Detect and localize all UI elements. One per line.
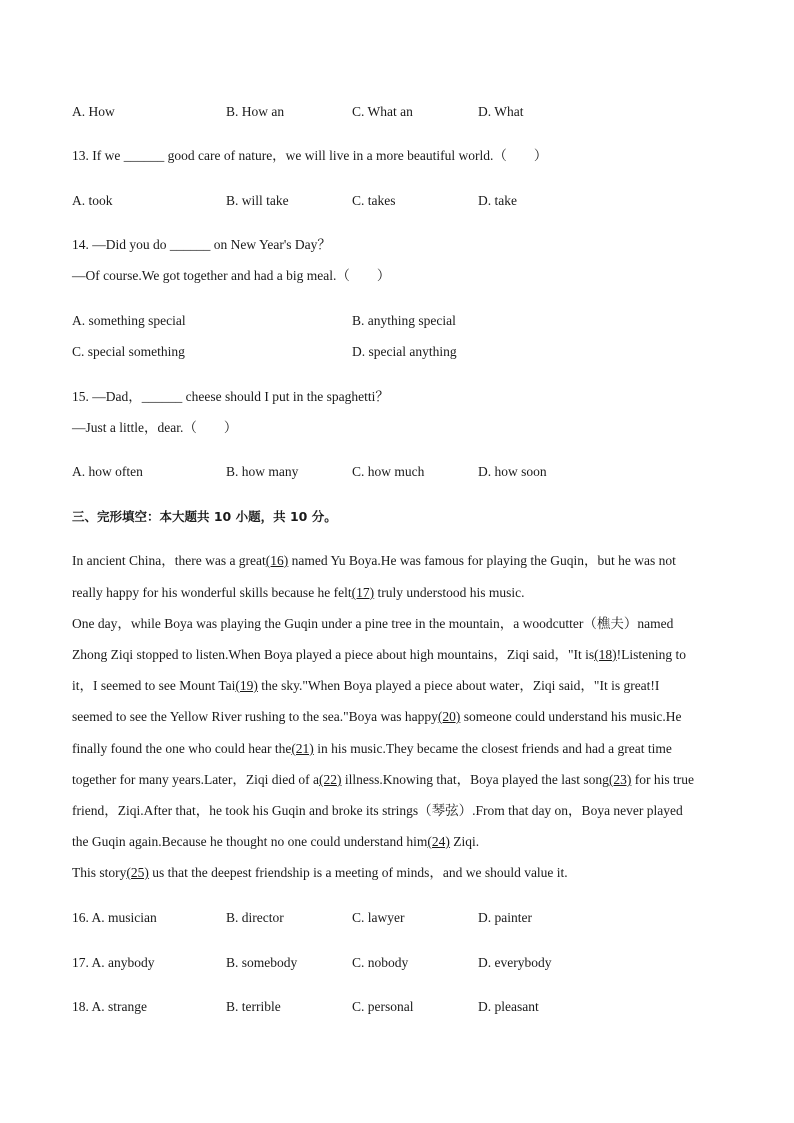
q18-option-a: 18. A. strange — [72, 999, 147, 1014]
passage-line — [72, 740, 722, 758]
q14-option-c: C. special something — [72, 344, 185, 359]
passage-text: for his true — [631, 772, 694, 787]
passage-text: This story — [72, 865, 127, 880]
passage-text: us that the deepest friendship is a meeting of minds，and we should value it. — [148, 865, 568, 880]
blank-25: (25) — [126, 865, 149, 880]
blank-24: (24) — [427, 834, 450, 849]
q13-option-d: D. take — [478, 193, 517, 208]
passage-text: Ziqi. — [449, 834, 480, 849]
passage-text: seemed to see the Yellow River rushing to the sea."Boya was happy — [72, 709, 438, 724]
q14-option-a: A. something special — [72, 313, 186, 328]
q15-stem-answer: —Just a little，dear.（ ） — [72, 420, 238, 435]
q16-option-d: D. painter — [478, 910, 532, 925]
passage-line: One day，while Boya was playing the Guqin under a pine tree in the mountain，a woodcutter（樵夫）named — [72, 616, 674, 631]
passage-text: in his music.They became the closest friends and had a great time — [313, 741, 672, 756]
passage-text: together for many years.Later，Ziqi died of a — [72, 772, 320, 787]
passage-line — [72, 708, 722, 726]
blank-23: (23) — [608, 772, 632, 787]
q18-option-d: D. pleasant — [478, 999, 539, 1014]
passage-text: it，I seemed to see Mount Tai — [72, 678, 236, 693]
passage-line — [72, 771, 722, 789]
section-heading: 三、完形填空：本大题共 10 小题，共 10 分。 — [72, 509, 337, 524]
q16-option-c: C. lawyer — [352, 910, 405, 925]
passage-text: named Yu Boya.He was famous for playing the Guqin，but he was not — [288, 553, 676, 568]
passage-text: the Guqin again.Because he thought no one could understand him — [72, 834, 428, 849]
q17-option-b: B. somebody — [226, 955, 298, 970]
q14-option-d: D. special anything — [352, 344, 457, 359]
q12-option-c: C. What an — [352, 104, 413, 119]
passage-text: truly understood his music. — [374, 585, 525, 600]
passage-text: finally found the one who could hear the — [72, 741, 292, 756]
q13-option-b: B. will take — [226, 193, 289, 208]
passage-line — [72, 864, 722, 882]
blank-21: (21) — [291, 741, 314, 756]
q12-option-b: B. How an — [226, 104, 285, 119]
q15-option-c: C. how much — [352, 464, 425, 479]
blank-22: (22) — [319, 772, 342, 787]
blank-20: (20) — [437, 709, 461, 724]
q12-option-d: D. What — [478, 104, 524, 119]
q15-option-a: A. how often — [72, 464, 143, 479]
blank-18: (18) — [594, 647, 617, 662]
passage-text: really happy for his wonderful skills because he felt — [72, 585, 352, 600]
q15-option-b: B. how many — [226, 464, 299, 479]
passage-line — [72, 677, 722, 695]
blank-16: (16) — [265, 553, 289, 568]
q18-option-c: C. personal — [352, 999, 414, 1014]
passage-line — [72, 584, 722, 602]
q18-option-b: B. terrible — [226, 999, 281, 1014]
passage-line: friend，Ziqi.After that，he took his Guqin and broke its strings（琴弦）.From that day on，Boya never played — [72, 803, 683, 818]
passage-text: !Listening to — [616, 647, 687, 662]
q15-stem-question: 15. —Dad，______ cheese should I put in the spaghetti？ — [72, 389, 389, 404]
passage-line — [72, 646, 722, 664]
passage-text: Zhong Ziqi stopped to listen.When Boya played a piece about high mountains，Ziqi said，"It is — [72, 647, 595, 662]
q13-stem: 13. If we ______ good care of nature，we will live in a more beautiful world.（ ） — [72, 148, 548, 163]
q17-option-d: D. everybody — [478, 955, 552, 970]
q15-option-d: D. how soon — [478, 464, 547, 479]
q14-stem-answer: —Of course.We got together and had a big meal.（ ） — [72, 268, 391, 283]
q17-option-c: C. nobody — [352, 955, 409, 970]
q14-stem-question: 14. —Did you do ______ on New Year's Day？ — [72, 237, 331, 252]
q17-option-a: 17. A. anybody — [72, 955, 155, 970]
q12-option-a: A. How — [72, 104, 115, 119]
passage-text: In ancient China，there was a great — [72, 553, 266, 568]
q13-option-a: A. took — [72, 193, 113, 208]
q16-option-b: B. director — [226, 910, 284, 925]
passage-text: illness.Knowing that，Boya played the last song — [341, 772, 609, 787]
passage-line — [72, 833, 722, 851]
passage-line — [72, 552, 722, 570]
passage-text: someone could understand his music.He — [460, 709, 682, 724]
q16-option-a: 16. A. musician — [72, 910, 157, 925]
passage-text: the sky."When Boya played a piece about water，Ziqi said，"It is great!I — [257, 678, 660, 693]
blank-19: (19) — [235, 678, 258, 693]
q13-option-c: C. takes — [352, 193, 396, 208]
q14-option-b: B. anything special — [352, 313, 456, 328]
blank-17: (17) — [351, 585, 375, 600]
